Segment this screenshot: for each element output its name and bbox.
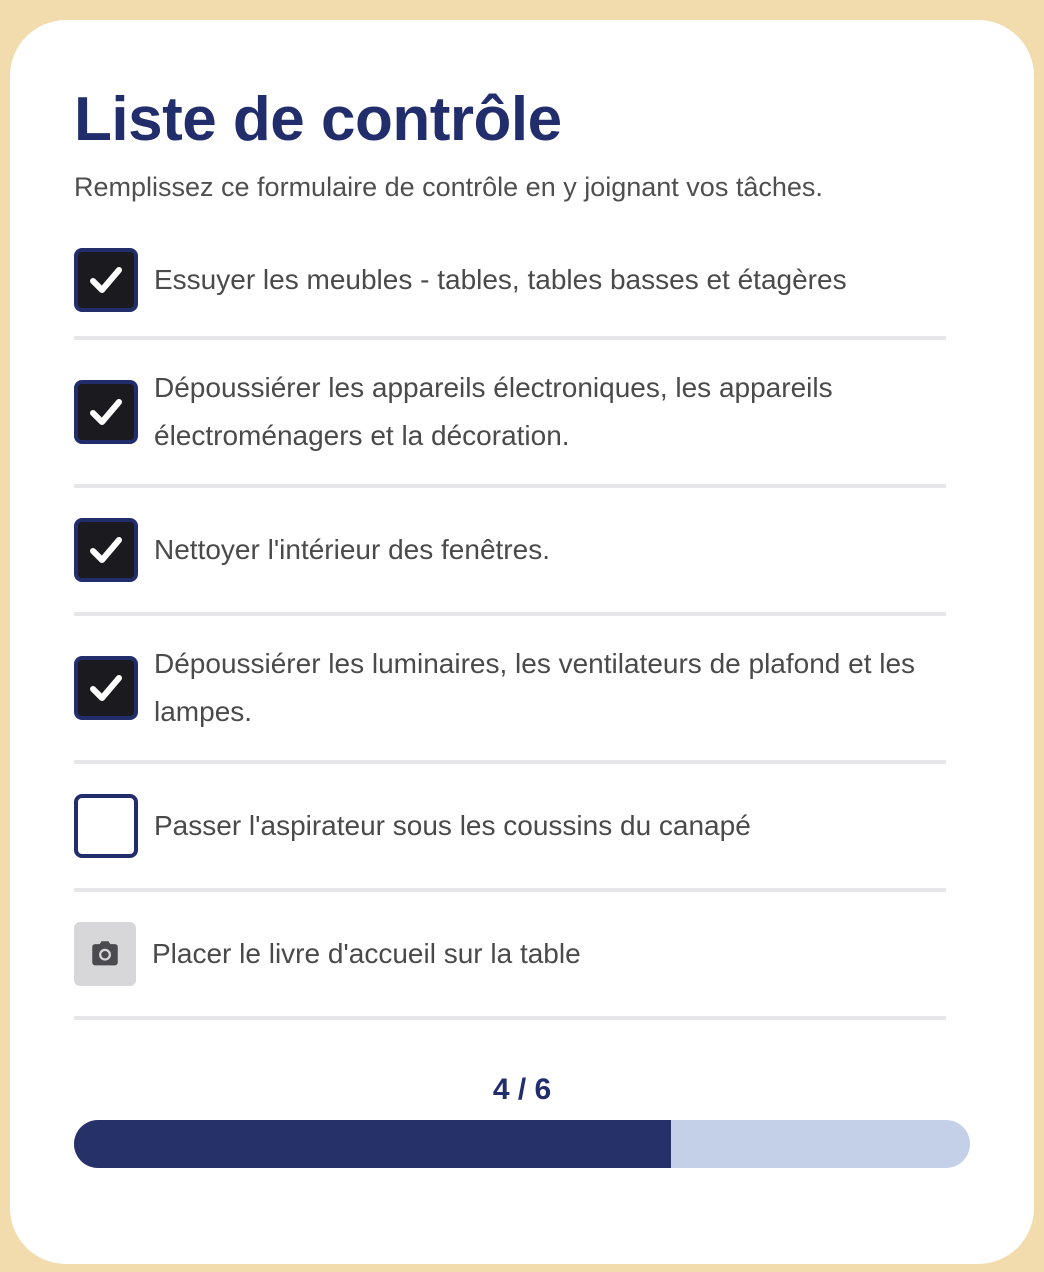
checkmark-icon (86, 668, 126, 708)
task-item-photo (74, 892, 946, 1020)
task-item (74, 340, 946, 488)
task-label[interactable]: Placer le livre d'accueil sur la table (152, 938, 581, 969)
task-label[interactable]: Nettoyer l'intérieur des fenêtres. (154, 534, 550, 565)
task-item (74, 764, 946, 892)
task-checkbox[interactable] (74, 248, 138, 312)
page-subtitle: Remplissez ce formulaire de contrôle en y joignant vos tâches. (74, 172, 823, 202)
camera-button[interactable] (74, 922, 136, 986)
task-item (74, 488, 946, 616)
task-item (74, 616, 946, 764)
progress-counter: 4 / 6 (492, 1073, 552, 1106)
progress-bar (74, 1120, 970, 1168)
task-label[interactable]: Essuyer les meubles - tables, tables basses et étagères (154, 264, 847, 295)
checkmark-icon (86, 260, 126, 300)
camera-icon (88, 937, 122, 971)
task-checkbox[interactable] (74, 794, 138, 858)
task-label[interactable]: Dépoussiérer les luminaires, les ventilateurs de plafond et les lampes. (154, 648, 916, 727)
progress-bar-fill (74, 1120, 671, 1168)
task-checkbox[interactable] (74, 656, 138, 720)
checklist-card (10, 20, 1034, 1264)
checkmark-icon (86, 392, 126, 432)
checkmark-icon (86, 530, 126, 570)
task-list (74, 224, 946, 1020)
task-label[interactable]: Dépoussiérer les appareils électroniques, les appareils électroménagers et la décoration. (154, 372, 833, 451)
task-checkbox[interactable] (74, 518, 138, 582)
task-checkbox[interactable] (74, 380, 138, 444)
task-item (74, 224, 946, 340)
page-title: Liste de contrôle (74, 85, 562, 154)
task-label[interactable]: Passer l'aspirateur sous les coussins du canapé (154, 810, 751, 841)
